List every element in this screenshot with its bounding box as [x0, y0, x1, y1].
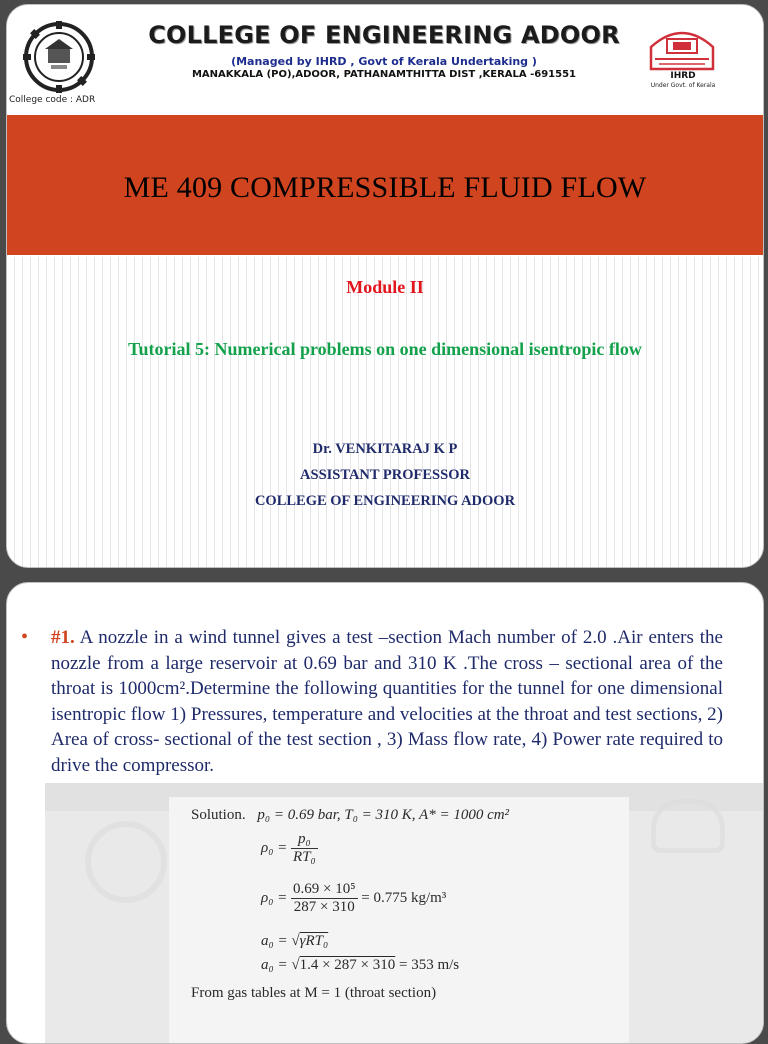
college-address: MANAKKALA (PO),ADOOR, PATHANAMTHITTA DIST ,KERALA -691551	[191, 69, 577, 80]
density-calc-numerator: 0.69 × 10⁵	[293, 881, 356, 897]
title-slide	[6, 4, 764, 568]
density-formula	[261, 831, 318, 866]
solution-page	[169, 797, 629, 1044]
density-lhs: ρ₀ =	[261, 839, 288, 856]
density-fraction	[291, 831, 318, 866]
solution-label: Solution.	[191, 807, 246, 823]
ihrd-logo-icon	[645, 25, 719, 71]
module-label: Module II	[346, 277, 424, 297]
given-values: p₀ = 0.69 bar, T₀ = 310 K, A* = 1000 cm²	[257, 807, 510, 823]
problem-text: A nozzle in a wind tunnel gives a test –section Mach number of 2.0 .Air enters the nozzle from a large reservoir at 0.69 bar and 310 K .The cross – sectional area of the throat is 1000cm².Determine the following quantities for the tunnel for one dimensional isentropic flow 1) Pressures, temperature and velocities at the throat and test sections, 2) Area of cross- sectional of the test section , 3) Mass flow rate, 4) Power rate required to drive the compressor.	[51, 627, 723, 776]
solution-scan	[45, 783, 763, 1043]
ihrd-label: IHRD	[670, 71, 696, 81]
problem-statement	[21, 625, 723, 778]
slide-content	[7, 257, 763, 567]
author-role: ASSISTANT PROFESSOR	[300, 467, 470, 483]
problem-slide	[6, 582, 764, 1044]
watermark-ihrd-logo-icon	[651, 799, 725, 853]
density-calc-denominator: 287 × 310	[293, 899, 355, 915]
solution-given	[191, 807, 509, 824]
problem-number: #1.	[51, 627, 75, 648]
sound-speed-calculation	[261, 957, 459, 974]
college-logo-icon	[21, 19, 97, 95]
sound-speed-radicand: γRT₀	[299, 933, 329, 949]
density-calc-lhs: ρ₀ =	[261, 889, 288, 906]
sound-speed-calc-lhs: a₀ = √	[261, 957, 300, 973]
college-code: College code : ADR	[9, 95, 96, 105]
density-calculation	[261, 881, 446, 916]
density-result: = 0.775 kg/m³	[361, 889, 447, 906]
sound-speed-calc-radicand: 1.4 × 287 × 310	[299, 957, 396, 973]
tutorial-title: Tutorial 5: Numerical problems on one dimensional isentropic flow	[128, 339, 642, 359]
author-name: Dr. VENKITARAJ K P	[312, 441, 458, 457]
watermark-college-logo-icon	[85, 821, 167, 903]
sound-speed-lhs: a₀ = √	[261, 933, 300, 949]
sound-speed-formula	[261, 933, 328, 950]
managed-by-line: (Managed by IHRD , Govt of Kerala Undertaking )	[231, 55, 537, 68]
density-numerator: p₀	[291, 831, 318, 849]
ihrd-subtitle: Under Govt. of Kerala	[650, 82, 716, 89]
gas-tables-line: From gas tables at M = 1 (throat section)	[191, 985, 437, 1001]
sound-speed-result: = 353 m/s	[395, 957, 460, 973]
density-denominator: RT₀	[293, 849, 316, 865]
bullet-icon: •	[21, 626, 29, 648]
course-title: ME 409 COMPRESSIBLE FLUID FLOW	[123, 171, 647, 204]
college-header	[7, 5, 763, 113]
college-name: COLLEGE OF ENGINEERING ADOOR	[148, 21, 620, 49]
author-institution: COLLEGE OF ENGINEERING ADOOR	[254, 493, 516, 509]
density-calc-fraction	[291, 881, 357, 916]
